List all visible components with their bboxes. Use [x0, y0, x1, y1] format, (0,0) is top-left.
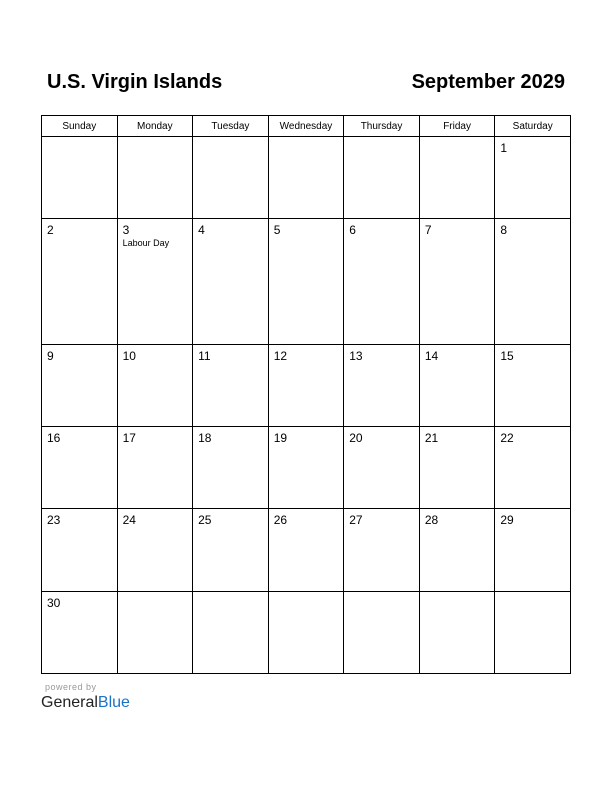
- week-row: [42, 591, 571, 673]
- weekday-tuesday: Tuesday: [193, 116, 269, 137]
- day-cell: [268, 426, 344, 508]
- holiday-label: Labour Day: [122, 238, 170, 249]
- weekday-sunday: Sunday: [42, 116, 118, 137]
- day-cell: [193, 137, 269, 219]
- weekday-thursday: Thursday: [344, 116, 420, 137]
- day-number: 21: [424, 430, 439, 445]
- day-number: 30: [47, 595, 61, 610]
- day-cell: [344, 591, 420, 673]
- day-cell: [495, 344, 571, 426]
- day-cell: [42, 509, 118, 591]
- weekday-wednesday: Wednesday: [268, 116, 344, 137]
- day-cell: [193, 509, 269, 591]
- day-number: 24: [122, 513, 136, 528]
- day-number: 15: [500, 348, 514, 363]
- day-number: 7: [424, 223, 432, 238]
- day-number: 23: [47, 513, 61, 528]
- day-cell: [419, 137, 495, 219]
- day-number: 20: [349, 430, 363, 445]
- weekday-monday: Monday: [117, 116, 193, 137]
- day-cell: [268, 509, 344, 591]
- day-number: 28: [424, 513, 439, 528]
- day-cell: [344, 426, 420, 508]
- day-number: 17: [122, 430, 136, 445]
- day-cell: [117, 426, 193, 508]
- day-number: 11: [198, 348, 211, 363]
- day-number: 25: [198, 513, 212, 528]
- day-number: 6: [349, 223, 356, 238]
- day-cell: [419, 219, 495, 344]
- month-year-title: September 2029: [411, 71, 565, 93]
- day-cell: [42, 426, 118, 508]
- day-number: 26: [273, 513, 288, 528]
- day-number: 10: [122, 348, 136, 363]
- weekday-friday: Friday: [419, 116, 495, 137]
- day-cell: [495, 509, 571, 591]
- generalblue-logo: [41, 694, 130, 712]
- day-number: 8: [500, 223, 508, 238]
- day-cell: [193, 219, 269, 344]
- day-cell: [268, 591, 344, 673]
- brand-blue-text: Blue: [97, 694, 130, 711]
- week-row: [42, 219, 571, 344]
- day-cell: [42, 219, 118, 344]
- day-cell: [268, 137, 344, 219]
- day-cell: [344, 344, 420, 426]
- day-cell: [268, 219, 344, 344]
- day-number: 3: [122, 223, 130, 238]
- day-number: 14: [424, 348, 439, 363]
- day-number: 12: [273, 348, 288, 363]
- day-number: 29: [500, 513, 514, 528]
- day-number: 5: [273, 223, 281, 238]
- week-row: [42, 426, 571, 508]
- week-row: [42, 344, 571, 426]
- day-number: 22: [500, 430, 514, 445]
- day-cell: [495, 426, 571, 508]
- week-row: [42, 137, 571, 219]
- day-number: 19: [273, 430, 288, 445]
- day-cell: [42, 344, 118, 426]
- day-cell: [42, 137, 118, 219]
- brand-general-text: General: [41, 694, 98, 711]
- day-number: 27: [349, 513, 363, 528]
- calendar-grid: [41, 115, 571, 674]
- day-cell: [419, 426, 495, 508]
- day-cell: [117, 219, 193, 344]
- day-number: 13: [349, 348, 363, 363]
- day-number: 4: [198, 223, 205, 238]
- day-cell: [117, 509, 193, 591]
- day-cell: [344, 509, 420, 591]
- day-cell: [495, 591, 571, 673]
- day-cell: [193, 591, 269, 673]
- day-cell: [117, 137, 193, 219]
- powered-by-label: powered by: [45, 682, 97, 692]
- weekday-header-row: [42, 116, 571, 137]
- day-number: 18: [198, 430, 212, 445]
- day-number: 9: [47, 348, 54, 363]
- day-cell: [268, 344, 344, 426]
- day-cell: [42, 591, 118, 673]
- day-cell: [419, 344, 495, 426]
- day-cell: [495, 137, 571, 219]
- day-number: 16: [47, 430, 61, 445]
- day-number: 1: [500, 141, 508, 155]
- week-row: [42, 509, 571, 591]
- day-cell: [495, 219, 571, 344]
- day-cell: [117, 591, 193, 673]
- day-cell: [117, 344, 193, 426]
- day-cell: [193, 426, 269, 508]
- region-title: U.S. Virgin Islands: [47, 71, 223, 93]
- day-cell: [419, 591, 495, 673]
- day-number: 2: [47, 223, 54, 238]
- day-cell: [344, 137, 420, 219]
- weekday-saturday: Saturday: [495, 116, 571, 137]
- day-cell: [344, 219, 420, 344]
- day-cell: [193, 344, 269, 426]
- day-cell: [419, 509, 495, 591]
